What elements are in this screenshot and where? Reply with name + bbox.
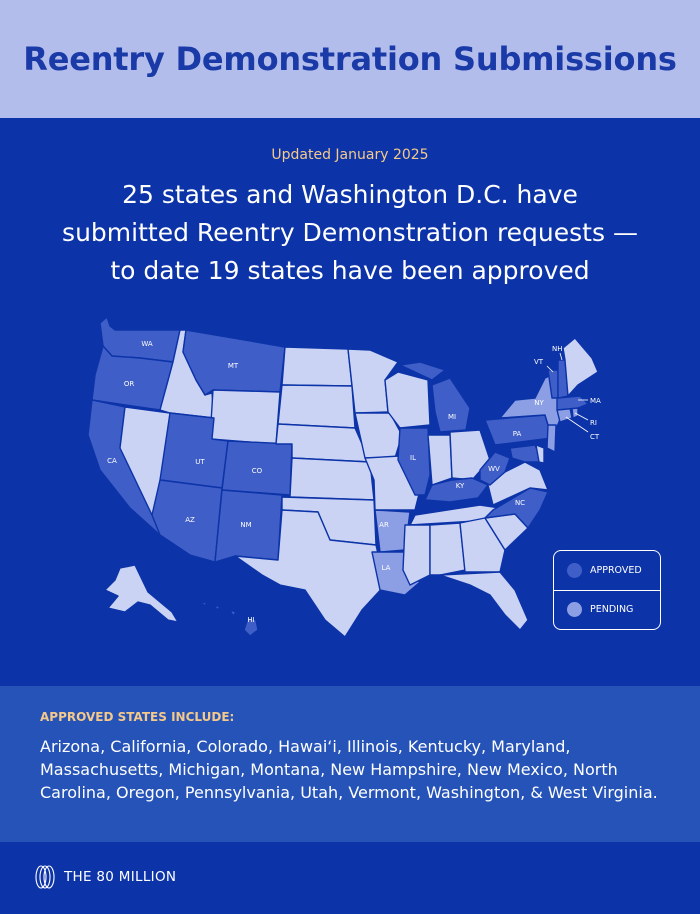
label-ri: RI [590,419,597,427]
approved-states-section [0,686,700,842]
main-panel [0,118,700,686]
label-co: CO [251,467,263,475]
label-ut: UT [195,458,205,466]
approved-swatch [567,563,582,578]
legend-pending [567,602,633,617]
label-nm: NM [240,521,252,529]
updated-date: Updated January 2025 [271,147,429,163]
label-nc: NC [514,499,526,507]
label-ct: CT [590,433,600,441]
legend-pending-label: PENDING [590,604,634,615]
label-mt: MT [227,362,239,370]
state-nd [282,347,352,386]
state-ms [403,525,430,585]
state-nj [547,425,556,452]
label-il: IL [410,454,416,462]
legend-approved [567,563,642,578]
brand-name: THE 80 MILLION [64,869,177,885]
brand-logo[interactable] [34,864,176,890]
state-wy [210,390,280,444]
approved-states-list: Arizona, California, Colorado, Hawai‘i, Illinois, Kentucky, Maryland, Massachusetts, Michigan, Montana, New Hampshire, New Mexico, North Carolina, Oregon, Pennsylvania, Utah, Vermont, Washington, & West Virginia. [40,737,658,802]
label-nh: NH [552,345,563,353]
state-fl [440,572,528,630]
headline-line-3: to date 19 states have been approved [110,256,590,285]
approved-states-title: APPROVED STATES INCLUDE: [40,710,235,724]
label-az: AZ [185,516,195,524]
pending-swatch [567,602,582,617]
state-ks [290,458,374,500]
label-mi: MI [447,413,457,421]
label-wa: WA [141,340,153,348]
headline-line-1: 25 states and Washington D.C. have [122,180,578,209]
state-ma [557,396,588,410]
headline [20,176,680,290]
label-wv: WV [488,465,500,473]
state-ak [105,565,178,622]
header-banner [0,0,700,118]
label-ny: NY [534,399,544,407]
state-me [563,338,598,396]
page-title: Reentry Demonstration Submissions [23,40,677,78]
stacked-rings-logo-icon [34,864,58,890]
label-ar: AR [379,521,389,529]
label-ca: CA [107,457,117,465]
state-in [428,435,452,485]
headline-line-2: submitted Reentry Demonstration requests — [62,218,638,247]
label-ky: KY [455,482,465,490]
map-legend [553,550,661,630]
label-ma: MA [590,397,601,405]
legend-divider [554,590,660,591]
footer [0,842,700,914]
us-states-map [80,313,620,643]
state-al [430,523,465,575]
label-pa: PA [512,430,522,438]
label-hi: HI [247,616,255,624]
state-sd [278,385,355,428]
label-la: LA [381,564,391,572]
legend-approved-label: APPROVED [590,565,642,576]
label-or: OR [123,380,135,388]
label-vt: VT [534,358,544,366]
